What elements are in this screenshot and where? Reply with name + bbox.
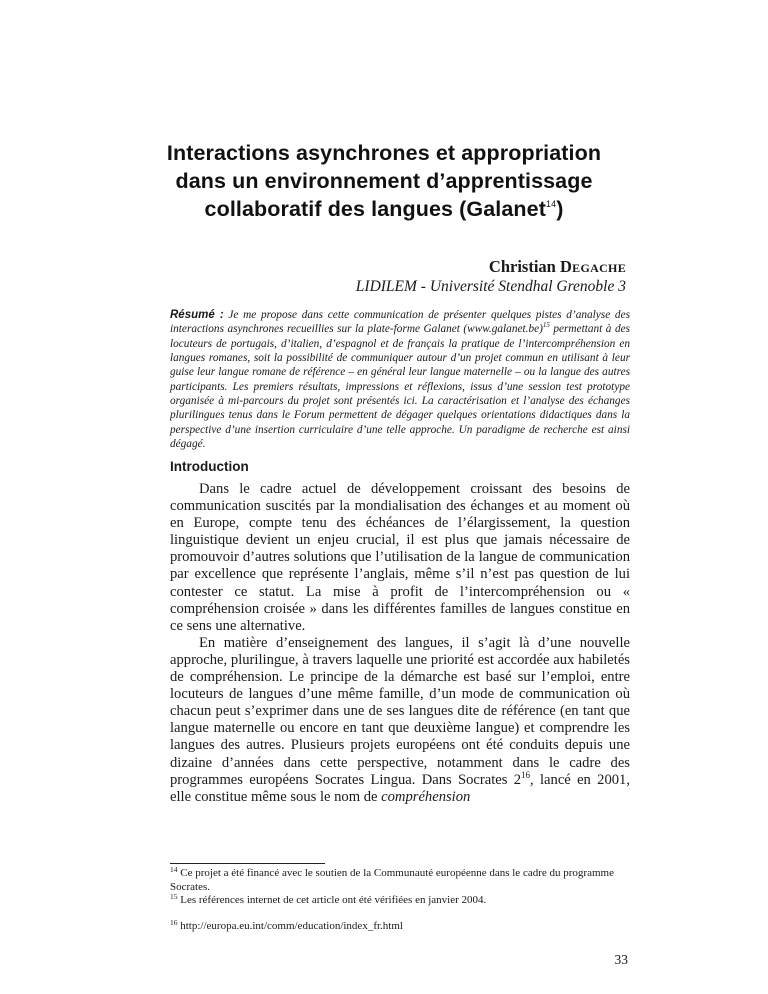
abstract [170, 308, 630, 451]
title-closing: ) [556, 197, 564, 221]
introduction-body [170, 481, 630, 806]
body-paragraph-2-italic-tail: compréhension [381, 788, 471, 805]
author-affiliation: LIDILEM - Université Stendhal Grenoble 3 [355, 278, 626, 295]
footnote-number: 14 [170, 865, 178, 874]
abstract-footnote-ref: 15 [542, 321, 550, 330]
footnote-text: Les références internet de cet article ont été vérifiées en janvier 2004. [177, 894, 487, 906]
body-paragraph-2-text-2: , lancé en 2001, elle constitue même sous le nom de [170, 771, 630, 805]
footnote-url: http://europa.eu.int/comm/education/index_fr.html [177, 919, 403, 932]
footnote-number: 16 [170, 917, 178, 927]
title-line-2: dans un environnement d’apprentissage [175, 169, 593, 193]
title-line-3 [120, 195, 648, 223]
body-footnote-ref: 16 [521, 769, 531, 780]
footnote-14 [170, 867, 630, 894]
body-paragraph-1: Dans le cadre actuel de développement croissant des besoins de communication suscités par la mondialisation des échanges et au moment où en Europe, compte tenu des échéances de l’élargissement, la question linguistique devient un enjeu crucial, il est plus que jamais nécessaire de promouvoir d’autres solutions que l’utilisation de la langue de communication par excellence que représente l’anglais, même s’il n’est pas question de lui contester ce statut. La mise à profit de l’intercompréhension ou « compréhension croisée » dans les différentes familles de langues constitue en ce sens une alternative. [170, 481, 630, 634]
author-first-name: Christian [488, 257, 560, 276]
abstract-text-1: Je me propose dans cette communication de présenter quelques pistes d’analyse des interactions asynchrones recueillies sur la plate-forme Galanet (www.galanet.be) [170, 309, 630, 336]
footnote-16 [170, 917, 630, 934]
author-last-name: Degache [559, 257, 626, 276]
footnotes [170, 867, 630, 933]
footnote-number: 15 [170, 892, 178, 901]
footnote-text: Ce projet a été financé avec le soutien de la Communauté européenne dans le cadre du programme Socrates. [170, 867, 614, 893]
body-paragraph-2 [170, 635, 630, 806]
article-title [120, 139, 648, 223]
section-heading-introduction: Introduction [170, 459, 249, 474]
footnote-separator [170, 863, 325, 864]
footnote-15 [170, 894, 630, 908]
abstract-label: Résumé : [170, 309, 224, 321]
title-footnote-ref: 14 [545, 199, 557, 209]
author-name [489, 257, 626, 277]
body-paragraph-2-text-1: En matière d’enseignement des langues, il s’agit là d’une nouvelle approche, plurilingue, à travers laquelle une priorité est accordée aux habiletés de compréhension. Le principe de la démarche est basé sur l’emploi, entre locuteurs de langues d’une même famille, d’un mode de communication où chacun peut s’exprimer dans une de ses langues dite de référence (en tant que langue maternelle ou encore en tant que deuxième langue) et comprendre les langues des autres. Plusieurs projets européens ont été conduits depuis une dizaine d’années dans cette perspective, notamment dans le cadre des programmes européens Socrates Lingua. Dans Socrates 2 [170, 634, 630, 788]
title-line-3-text: collaboratif des langues (Galanet [204, 197, 546, 221]
page-number: 33 [614, 952, 628, 967]
abstract-text-2: permettant à des locuteurs de portugais, d’italien, d’espagnol et de français la pratique de l’intercompréhension en langues romanes, soit la possibilité de communiquer autour d’un projet commun en utilisant à leur guise leur langue romane de référence – en général leur langue maternelle – ou la langue des autres participants. Les premiers résultats, impressions et réflexions, issus d’une session test prototype organisée à mi-parcours du projet sont présentés ici. La caractérisation et l’analyse des échanges plurilingues tenus dans le Forum permettent de dégager quelques orientations didactiques dans la perspective d’une insertion curriculaire d’une telle approche. Un paradigme de recherche est ainsi dégagé. [170, 323, 631, 451]
title-line-1: Interactions asynchrones et appropriation [166, 141, 602, 165]
